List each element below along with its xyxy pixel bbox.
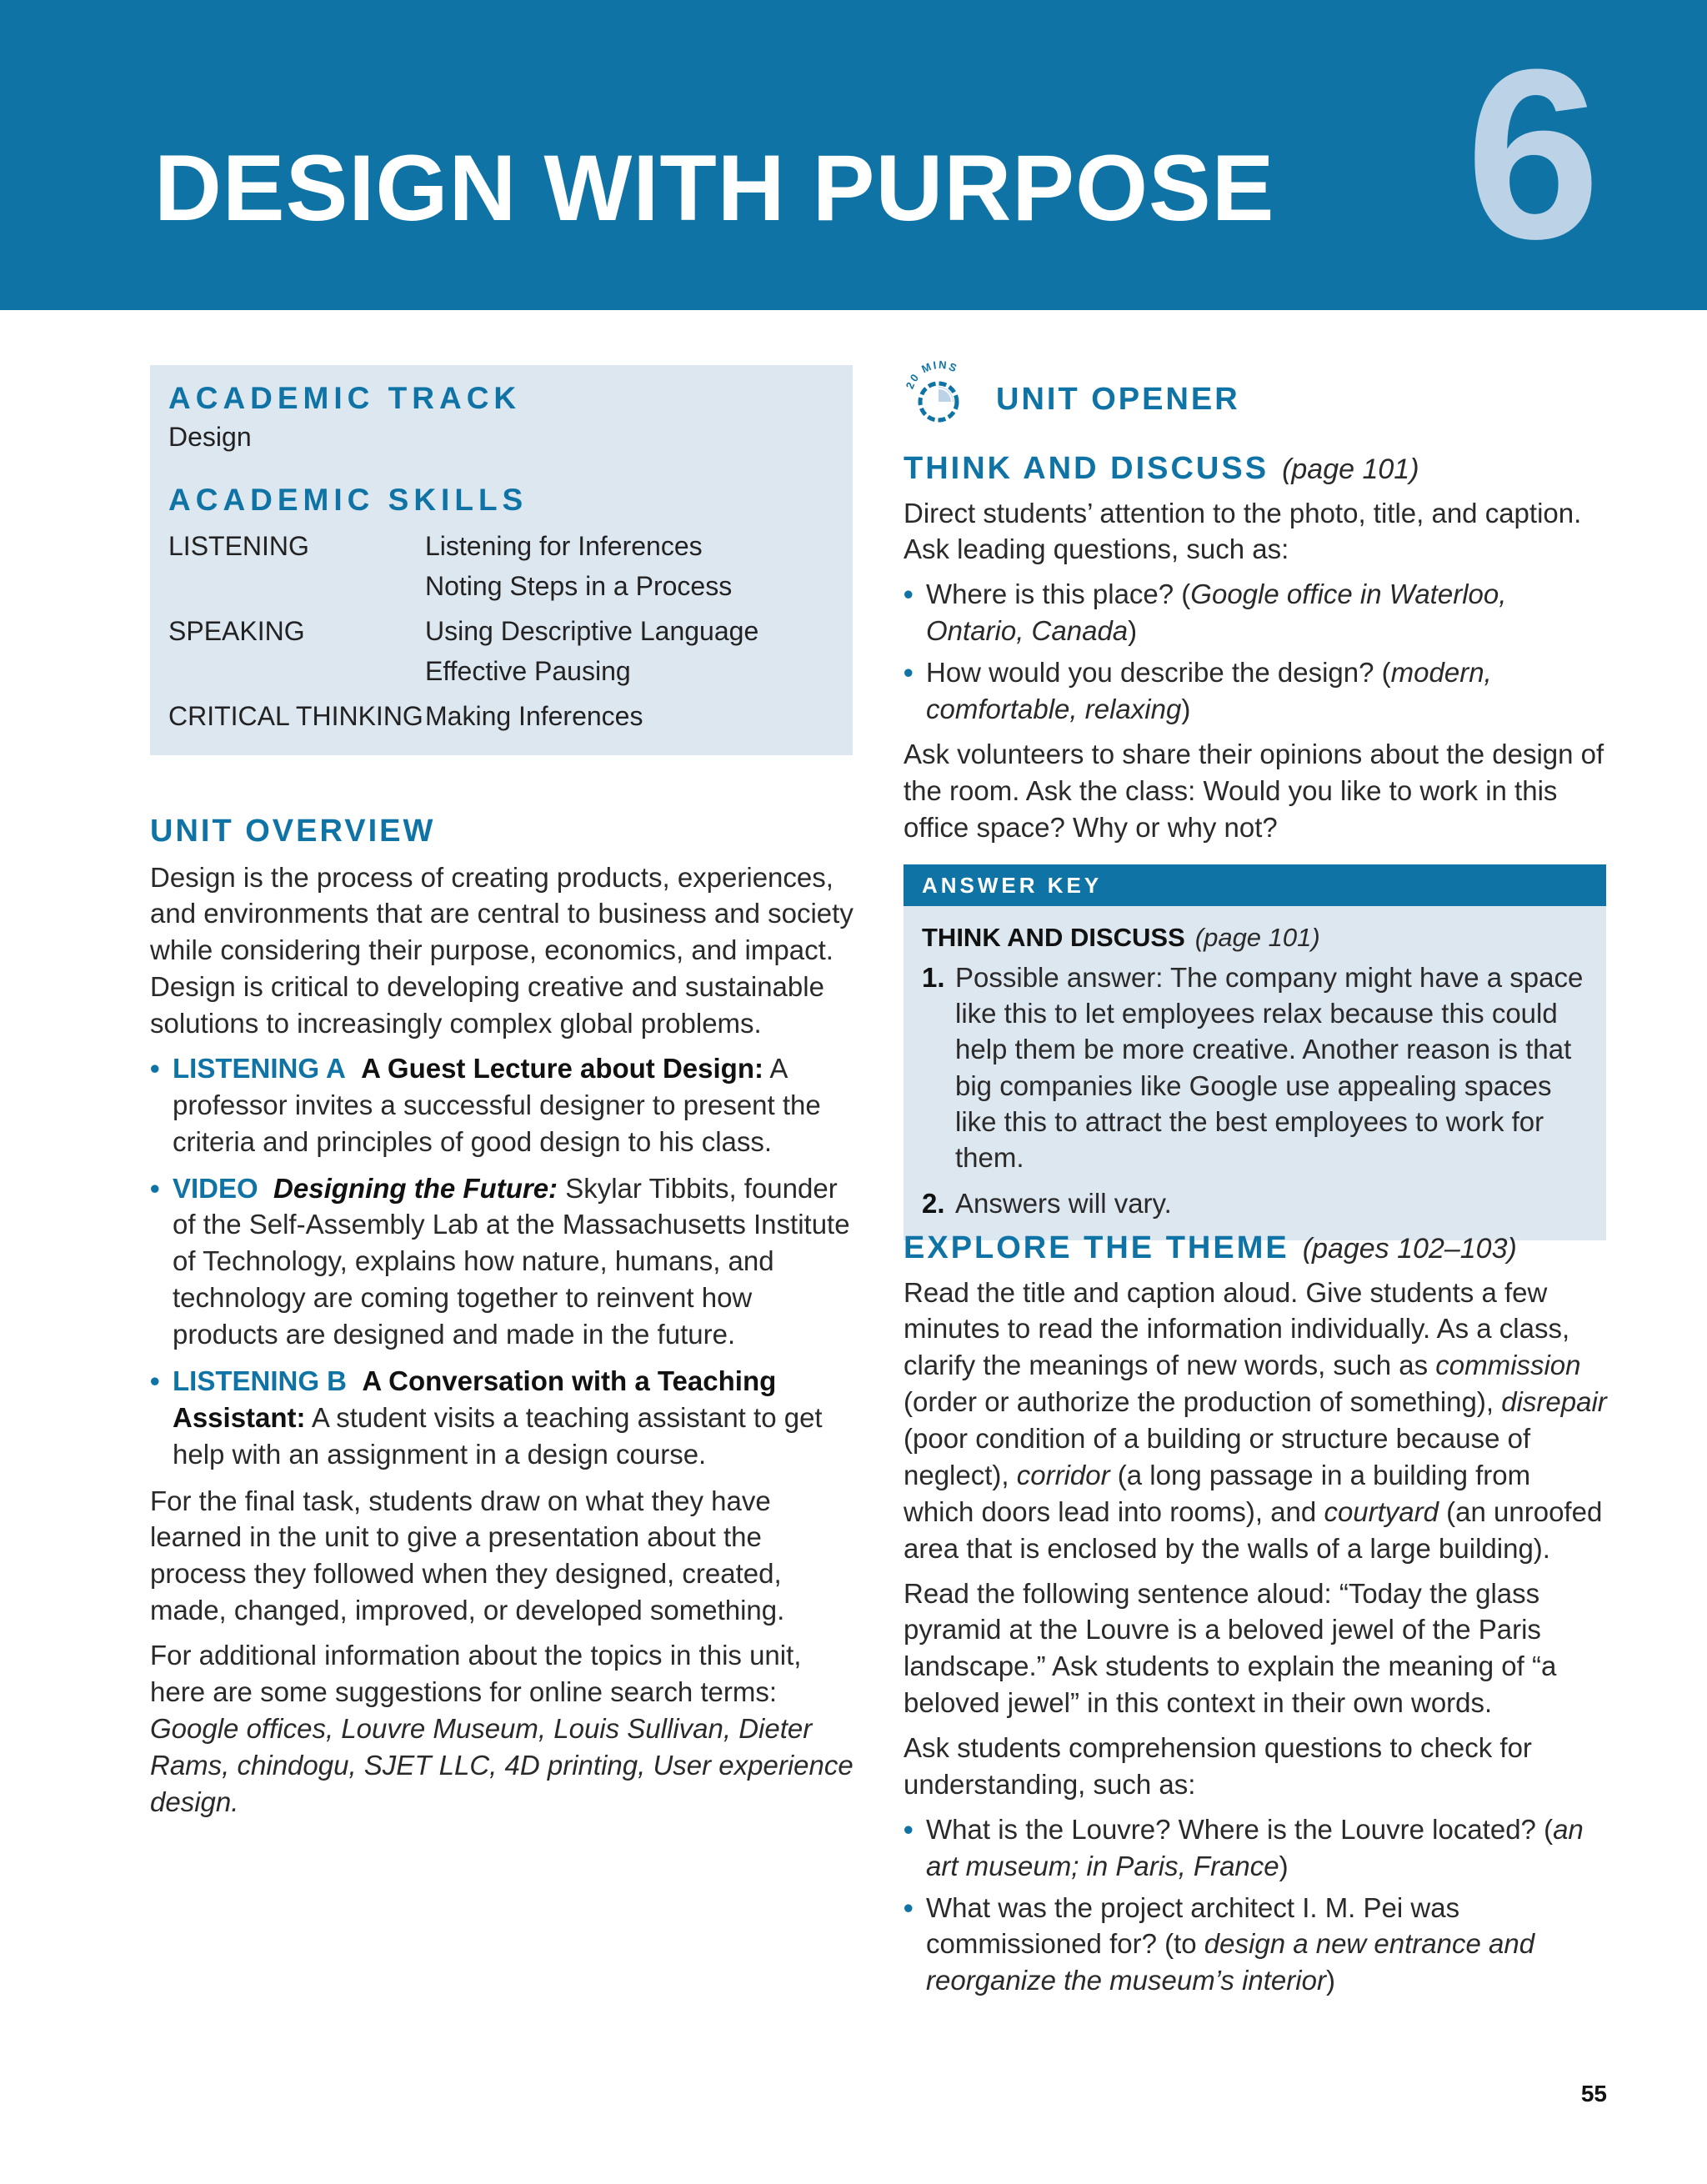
- bullet-title: A Conversation with a Teaching Assistant:: [173, 1365, 777, 1433]
- list-item: [904, 1890, 1608, 2000]
- final-task-text: For the final task, students draw on what they have learned in the unit to give a presentation about the process they followed when they designed, created, made, changed, improved, or developed something.: [150, 1485, 785, 1626]
- skill-item: Listening for Inferences: [425, 530, 703, 561]
- skill-label: SPEAKING: [168, 615, 305, 646]
- think-discuss-p1: Direct students’ attention to the photo, title, and caption. Ask leading questions, such as:: [904, 497, 1582, 565]
- skill-item: Making Inferences: [425, 700, 643, 731]
- answer-number: 1.: [922, 962, 945, 993]
- explore-p1: [904, 1275, 1608, 1567]
- answer-key-heading: ANSWER KEY: [904, 864, 1606, 906]
- bullet-title: A Guest Lecture about Design:: [361, 1052, 763, 1084]
- think-discuss-section: [904, 450, 1608, 854]
- think-discuss-title: THINK AND DISCUSS: [904, 451, 1269, 486]
- academic-track-value: Design: [168, 422, 252, 453]
- bullet-tag: LISTENING B: [173, 1365, 348, 1396]
- search-terms: Google offices, Louvre Museum, Louis Sullivan, Dieter Rams, chindogu, SJET LLC, 4D printing, User experience design: [150, 1712, 854, 1817]
- think-discuss-questions: [904, 576, 1608, 728]
- list-item: [150, 1363, 854, 1473]
- unit-overview-heading: UNIT OVERVIEW: [150, 814, 436, 849]
- unit-opener-label: UNIT OPENER: [996, 382, 1240, 417]
- question-text: Where is this place? (: [926, 579, 1191, 610]
- explore-theme-section: [904, 1230, 1608, 2007]
- academic-box: [150, 365, 853, 755]
- think-discuss-heading: [904, 450, 1608, 488]
- timer-icon: [900, 350, 977, 427]
- answer-item: [922, 1185, 1588, 1221]
- question-text: How would you describe the design? (: [926, 657, 1391, 689]
- overview-intro: Design is the process of creating products, experiences, and environments that are central to business and society while considering their purpose, economics, and impact. Design is critical to developing creative and sustainable solutions to increasingly complex global problems.: [150, 861, 854, 1039]
- vocab-def: (poor condition of a building or structure because of neglect),: [904, 1423, 1531, 1490]
- skills-table: [168, 526, 834, 736]
- skill-items: [425, 696, 834, 736]
- explore-questions: [904, 1811, 1608, 1999]
- page-number: 55: [1580, 2081, 1607, 2106]
- answer-text: Google office in Waterloo, Ontario, Canada: [926, 579, 1507, 647]
- explore-theme-title: EXPLORE THE THEME: [904, 1230, 1289, 1265]
- bullet-text: A student visits a teaching assistant to get help with an assignment in a design course.: [173, 1401, 823, 1470]
- vocab-def: (an unroofed area that is enclosed by the walls of a large building).: [904, 1495, 1603, 1564]
- list-item: [904, 1811, 1608, 1885]
- question-text: What was the project architect I. M. Pei was commissioned for? (to: [926, 1891, 1460, 1960]
- search-terms-end: .: [231, 1786, 239, 1817]
- skill-items: [425, 611, 834, 691]
- answer-end: ): [1279, 1850, 1289, 1881]
- overview-bullets: [150, 1050, 854, 1473]
- vocab-def: (order or authorize the production of something),: [904, 1386, 1502, 1418]
- answer-end: ): [1181, 693, 1191, 724]
- answer-key-subheading: [922, 923, 1588, 953]
- answer-key-body: [904, 906, 1606, 1240]
- explore-p2: Read the following sentence aloud: “Today the glass pyramid at the Louvre is a beloved jewel of the Paris landscape.” Ask students to explain the meaning of “a beloved jewel” in this context in their own words.: [904, 1577, 1557, 1719]
- explore-text: Read the title and caption aloud. Give students a few minutes to read the information individually. As a class, clarify the meanings of new words, such as: [904, 1276, 1570, 1381]
- skill-label: CRITICAL THINKING: [168, 700, 423, 731]
- list-item: [150, 1050, 854, 1160]
- vocab-word: commission: [1435, 1350, 1581, 1381]
- answer-key-subtitle: THINK AND DISCUSS: [922, 923, 1185, 952]
- bullet-text: Skylar Tibbits, founder of the Self-Assembly Lab at the Massachusetts Institute of Technology, explains how nature, humans, and technology are coming together to reinvent how products are designed and made in the future.: [173, 1172, 850, 1350]
- bullet-tag: LISTENING A: [173, 1052, 346, 1084]
- skill-items: [425, 526, 834, 606]
- unit-overview-section: [150, 813, 854, 1828]
- answer-text: Possible answer: The company might have a space like this to let employees relax because this could help them be more creative. Another reason is that big companies like Google use appealing spaces like this to attract the best employees to work for them.: [955, 962, 1584, 1174]
- answer-key-page-ref: (page 101): [1194, 923, 1320, 952]
- unit-title: DESIGN WITH PURPOSE: [154, 136, 1275, 240]
- question-text: What is the Louvre? Where is the Louvre located? (: [926, 1813, 1554, 1845]
- answer-item: [922, 959, 1588, 1175]
- bullet-title: Designing the Future:: [273, 1172, 558, 1204]
- answer-end: ): [1128, 615, 1138, 647]
- answer-text: modern, comfortable, relaxing: [926, 657, 1492, 724]
- vocab-word: courtyard: [1324, 1495, 1439, 1527]
- think-discuss-p2: Ask volunteers to share their opinions about the design of the room. Ask the class: Would you like to work in this office space? Why or why not?: [904, 738, 1604, 843]
- skill-item: Using Descriptive Language: [425, 615, 759, 646]
- answer-text: design a new entrance and reorganize the museum’s interior: [926, 1928, 1535, 1996]
- bullet-tag: VIDEO: [173, 1172, 258, 1204]
- list-item: [904, 654, 1608, 728]
- answer-end: ): [1325, 1965, 1335, 1996]
- unit-number: 6: [1465, 19, 1600, 289]
- skill-item: Noting Steps in a Process: [425, 570, 733, 601]
- explore-p3: Ask students comprehension questions to check for understanding, such as:: [904, 1732, 1532, 1800]
- think-discuss-page-ref: (page 101): [1282, 453, 1419, 485]
- answer-text: an art museum; in Paris, France: [926, 1813, 1584, 1881]
- unit-banner: [0, 0, 1707, 310]
- vocab-word: corridor: [1016, 1459, 1110, 1490]
- bullet-text: A professor invites a successful designer to present the criteria and principles of good design to his class.: [173, 1052, 821, 1157]
- additional-lead: For additional information about the topics in this unit, here are some suggestions for online search terms:: [150, 1640, 802, 1707]
- additional-info-text: [150, 1637, 854, 1820]
- answer-text: Answers will vary.: [955, 1188, 1172, 1220]
- answer-list: [922, 959, 1588, 1222]
- timer-label: 20 MINS: [903, 358, 960, 391]
- academic-skills-heading: ACADEMIC SKILLS: [168, 483, 528, 518]
- academic-track-heading: ACADEMIC TRACK: [168, 381, 522, 415]
- answer-key-box: [904, 864, 1606, 1240]
- list-item: [150, 1170, 854, 1353]
- skill-item: Effective Pausing: [425, 655, 631, 686]
- list-item: [904, 576, 1608, 649]
- explore-page-ref: (pages 102–103): [1302, 1233, 1517, 1265]
- vocab-def: (a long passage in a building from which doors lead into rooms), and: [904, 1459, 1531, 1527]
- skill-label: LISTENING: [168, 530, 309, 561]
- answer-number: 2.: [922, 1188, 945, 1220]
- explore-theme-heading: [904, 1230, 1608, 1268]
- vocab-word: disrepair: [1501, 1386, 1607, 1418]
